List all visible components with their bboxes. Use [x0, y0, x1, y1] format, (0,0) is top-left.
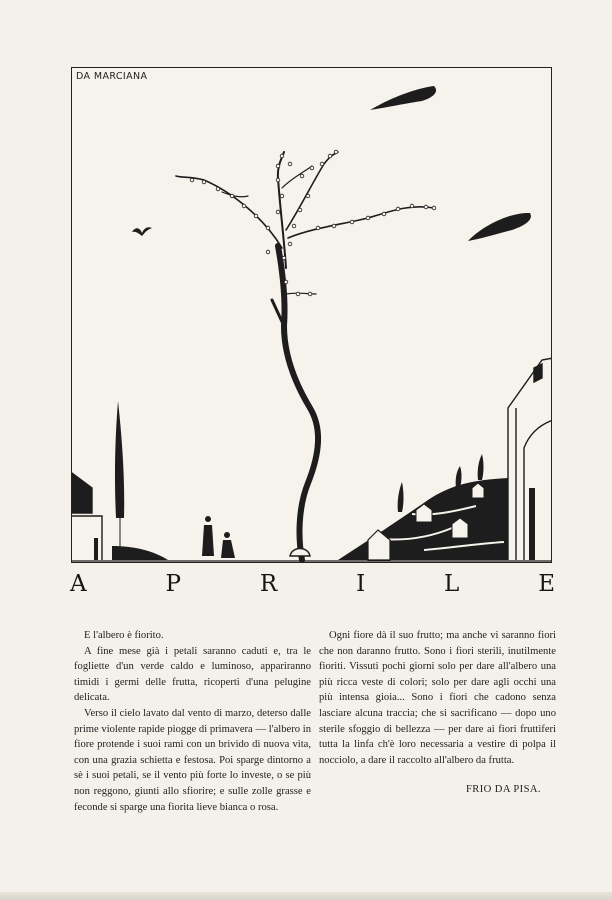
title-letter: L [444, 571, 460, 597]
bird-icon [132, 227, 152, 236]
left-house [72, 473, 102, 560]
artist-signature: DA MARCIANA [76, 71, 148, 82]
cloud-icon [370, 86, 531, 241]
title-letter: R [259, 571, 278, 597]
walking-figures [202, 516, 235, 558]
cypress-tree [115, 401, 124, 518]
article-paragraph: A fine mese già i petali saranno caduti e, tra le fogliette d'un verde caldo e luminoso, appariranno timidi i germi delle frutta, ricoperti d'una pelugine delicata. [74, 645, 311, 704]
article-author: FRIO DA PISA. [466, 784, 541, 795]
article-right-column [319, 628, 556, 768]
title-letter: I [356, 571, 366, 597]
article-paragraph: Verso il cielo lavato dal vento di marzo, deterso dalle prime violente rapide piogge di primavera — l'albero in fiore protende i suoi rami con un brivido di nuova vita, con una grazia schietta e festosa. Poi sparge dintorno a sè i suoi petali, se il vento più forte lo investe, o se più non reggono, giunti allo sfiorire; e sulle zolle grasse e feconde si sparge una fiorita lieve bianca o rosa. [74, 707, 311, 813]
illustration-frame [71, 67, 552, 563]
article-paragraph: E l'albero è fiorito. [84, 630, 164, 641]
title-letter: E [538, 571, 555, 597]
article-left-column [74, 628, 311, 815]
page-title [70, 569, 555, 599]
hillside-village [338, 454, 508, 560]
article-paragraph: Ogni fiore dà il suo frutto; ma anche vi saranno fiori che non daranno frutto. Sono i fiori sterili, inutilmente fioriti. Vissuti pochi giorni solo per dare all'albero una più ricca veste di colori; solo per dare agli occhi una più intensa gioia... Sono i fiori che cadono senza lasciare alcuna traccia; che si sacrificano — dopo uno sterile sfoggio di bellezza — per dare ai fiori fruttiferi tutta la linfa ch'è loro necessaria a vestire di polpa il nocciolo, a dare il raccolto all'albero da frutta. [319, 630, 556, 766]
blossoms [190, 150, 436, 296]
scan-edge [0, 892, 612, 900]
april-tree-illustration [72, 68, 552, 563]
church-building [508, 358, 552, 560]
title-letter: P [165, 571, 181, 597]
flowering-tree [176, 152, 434, 560]
title-letter: A [70, 571, 87, 597]
stone [290, 549, 310, 557]
